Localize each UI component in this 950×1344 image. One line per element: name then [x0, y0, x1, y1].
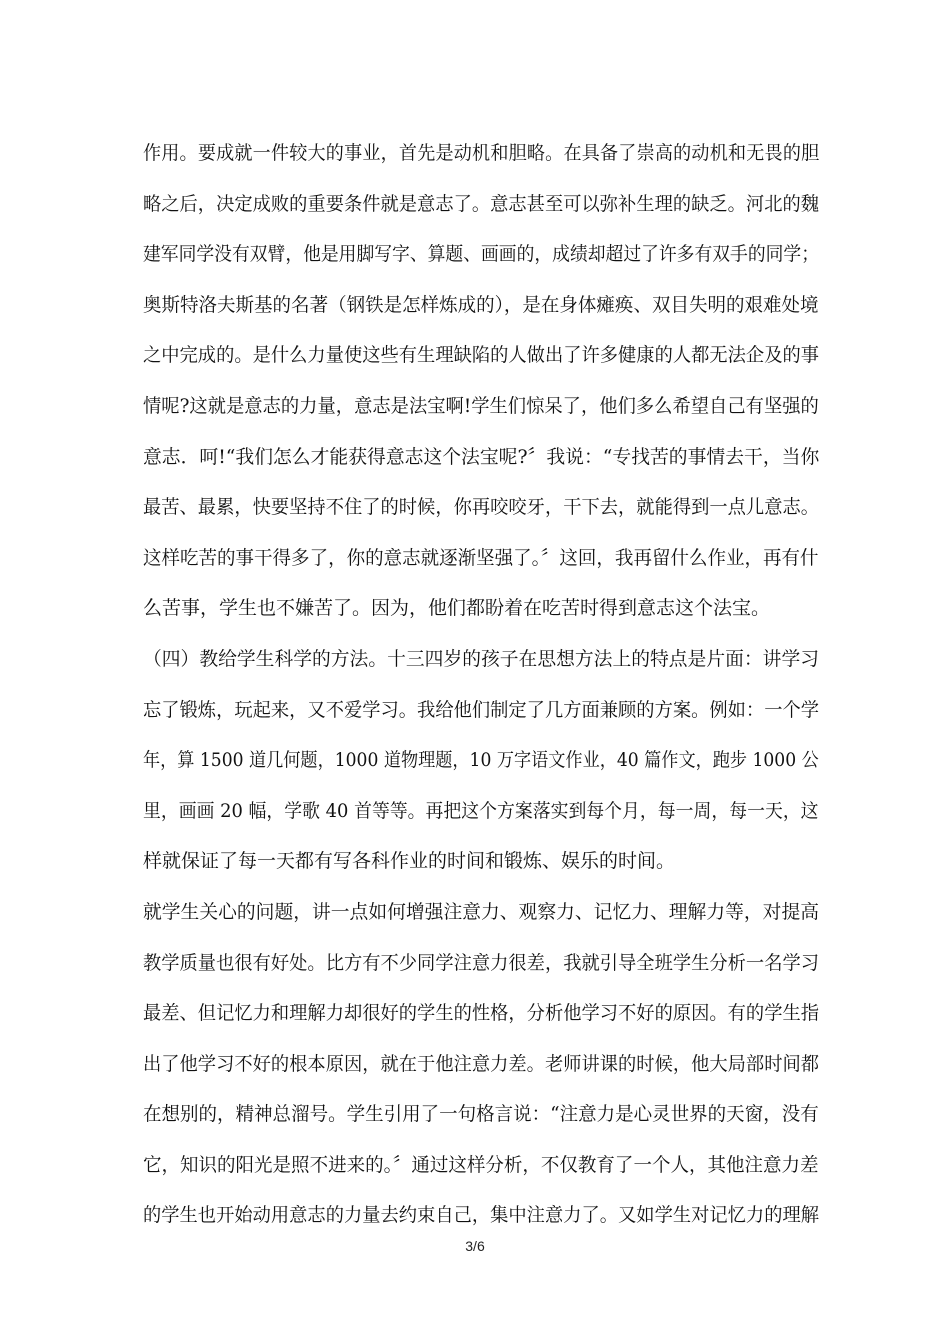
text-line-12: 忘了锻炼，玩起来，又不爱学习。我给他们制定了几方面兼顾的方案。例如：一个学	[143, 698, 820, 721]
text-line-17: 教学质量也很有好处。比方有不少同学注意力很差，我就引导全班学生分析一名学习	[143, 951, 820, 974]
text-line-15: 样就保证了每一天都有写各科作业的时间和锻炼、娱乐的时间。	[143, 850, 676, 873]
text-line-5: 之中完成的。是什么力量使这些有生理缺陷的人做出了许多健康的人都无法企及的事	[143, 344, 820, 367]
text-line-14: 里，画画 20 幅，学歌 40 首等等。再把这个方案落实到每个月，每一周，每一天，这	[143, 799, 819, 822]
text-line-22: 的学生也开始动用意志的力量去约束自己，集中注意力了。又如学生对记忆力的理解	[143, 1204, 820, 1227]
text-line-3: 建军同学没有双臂，他是用脚写字、算题、画画的，成绩却超过了许多有双手的同学；	[143, 243, 820, 266]
text-line-21: 它，知识的阳光是照不进来的。〞通过这样分析，不仅教育了一个人，其他注意力差	[143, 1153, 819, 1176]
body-text	[143, 138, 819, 1251]
text-line-8: 最苦、最累，快要坚持不住了的时候，你再咬咬牙，干下去，就能得到一点儿意志。	[143, 496, 820, 519]
text-line-16: 就学生关心的问题，讲一点如何增强注意力、观察力、记忆力、理解力等，对提高	[143, 900, 820, 923]
text-line-20: 在想别的，精神总溜号。学生引用了一句格言说：“注意力是心灵世界的天窗，没有	[143, 1103, 819, 1126]
text-line-19: 出了他学习不好的根本原因，就在于他注意力差。老师讲课的时候，他大局部时间都	[143, 1052, 820, 1075]
text-line-7: 意志．呵!“我们怎么才能获得意志这个法宝呢?〞我说：“专找苦的事情去干，当你	[143, 445, 820, 468]
text-line-11: （四）教给学生科学的方法。十三四岁的孩子在思想方法上的特点是片面：讲学习	[143, 647, 820, 670]
text-line-9: 这样吃苦的事干得多了，你的意志就逐渐坚强了。〞这回，我再留什么作业，再有什	[143, 546, 819, 569]
text-line-18: 最差、但记忆力和理解力却很好的学生的性格，分析他学习不好的原因。有的学生指	[143, 1002, 820, 1025]
text-line-13: 年，算 1500 道几何题，1000 道物理题，10 万字语文作业，40 篇作文，跑步 1000 公	[143, 749, 819, 772]
text-line-4: 奥斯特洛夫斯基的名著（钢铁是怎样炼成的），是在身体瘫痪、双目失明的艰难处境	[143, 293, 819, 316]
text-line-10: 么苦事，学生也不嫌苦了。因为，他们都盼着在吃苦时得到意志这个法宝。	[143, 597, 771, 620]
page-number: 3/6	[465, 1238, 485, 1254]
text-line-6: 情呢?这就是意志的力量，意志是法宝啊!学生们惊呆了，他们多么希望自己有坚强的	[143, 394, 819, 417]
text-line-1: 作用。要成就一件较大的事业，首先是动机和胆略。在具备了崇高的动机和无畏的胆	[143, 142, 820, 164]
text-line-2: 略之后，决定成败的重要条件就是意志了。意志甚至可以弥补生理的缺乏。河北的魏	[143, 192, 820, 215]
